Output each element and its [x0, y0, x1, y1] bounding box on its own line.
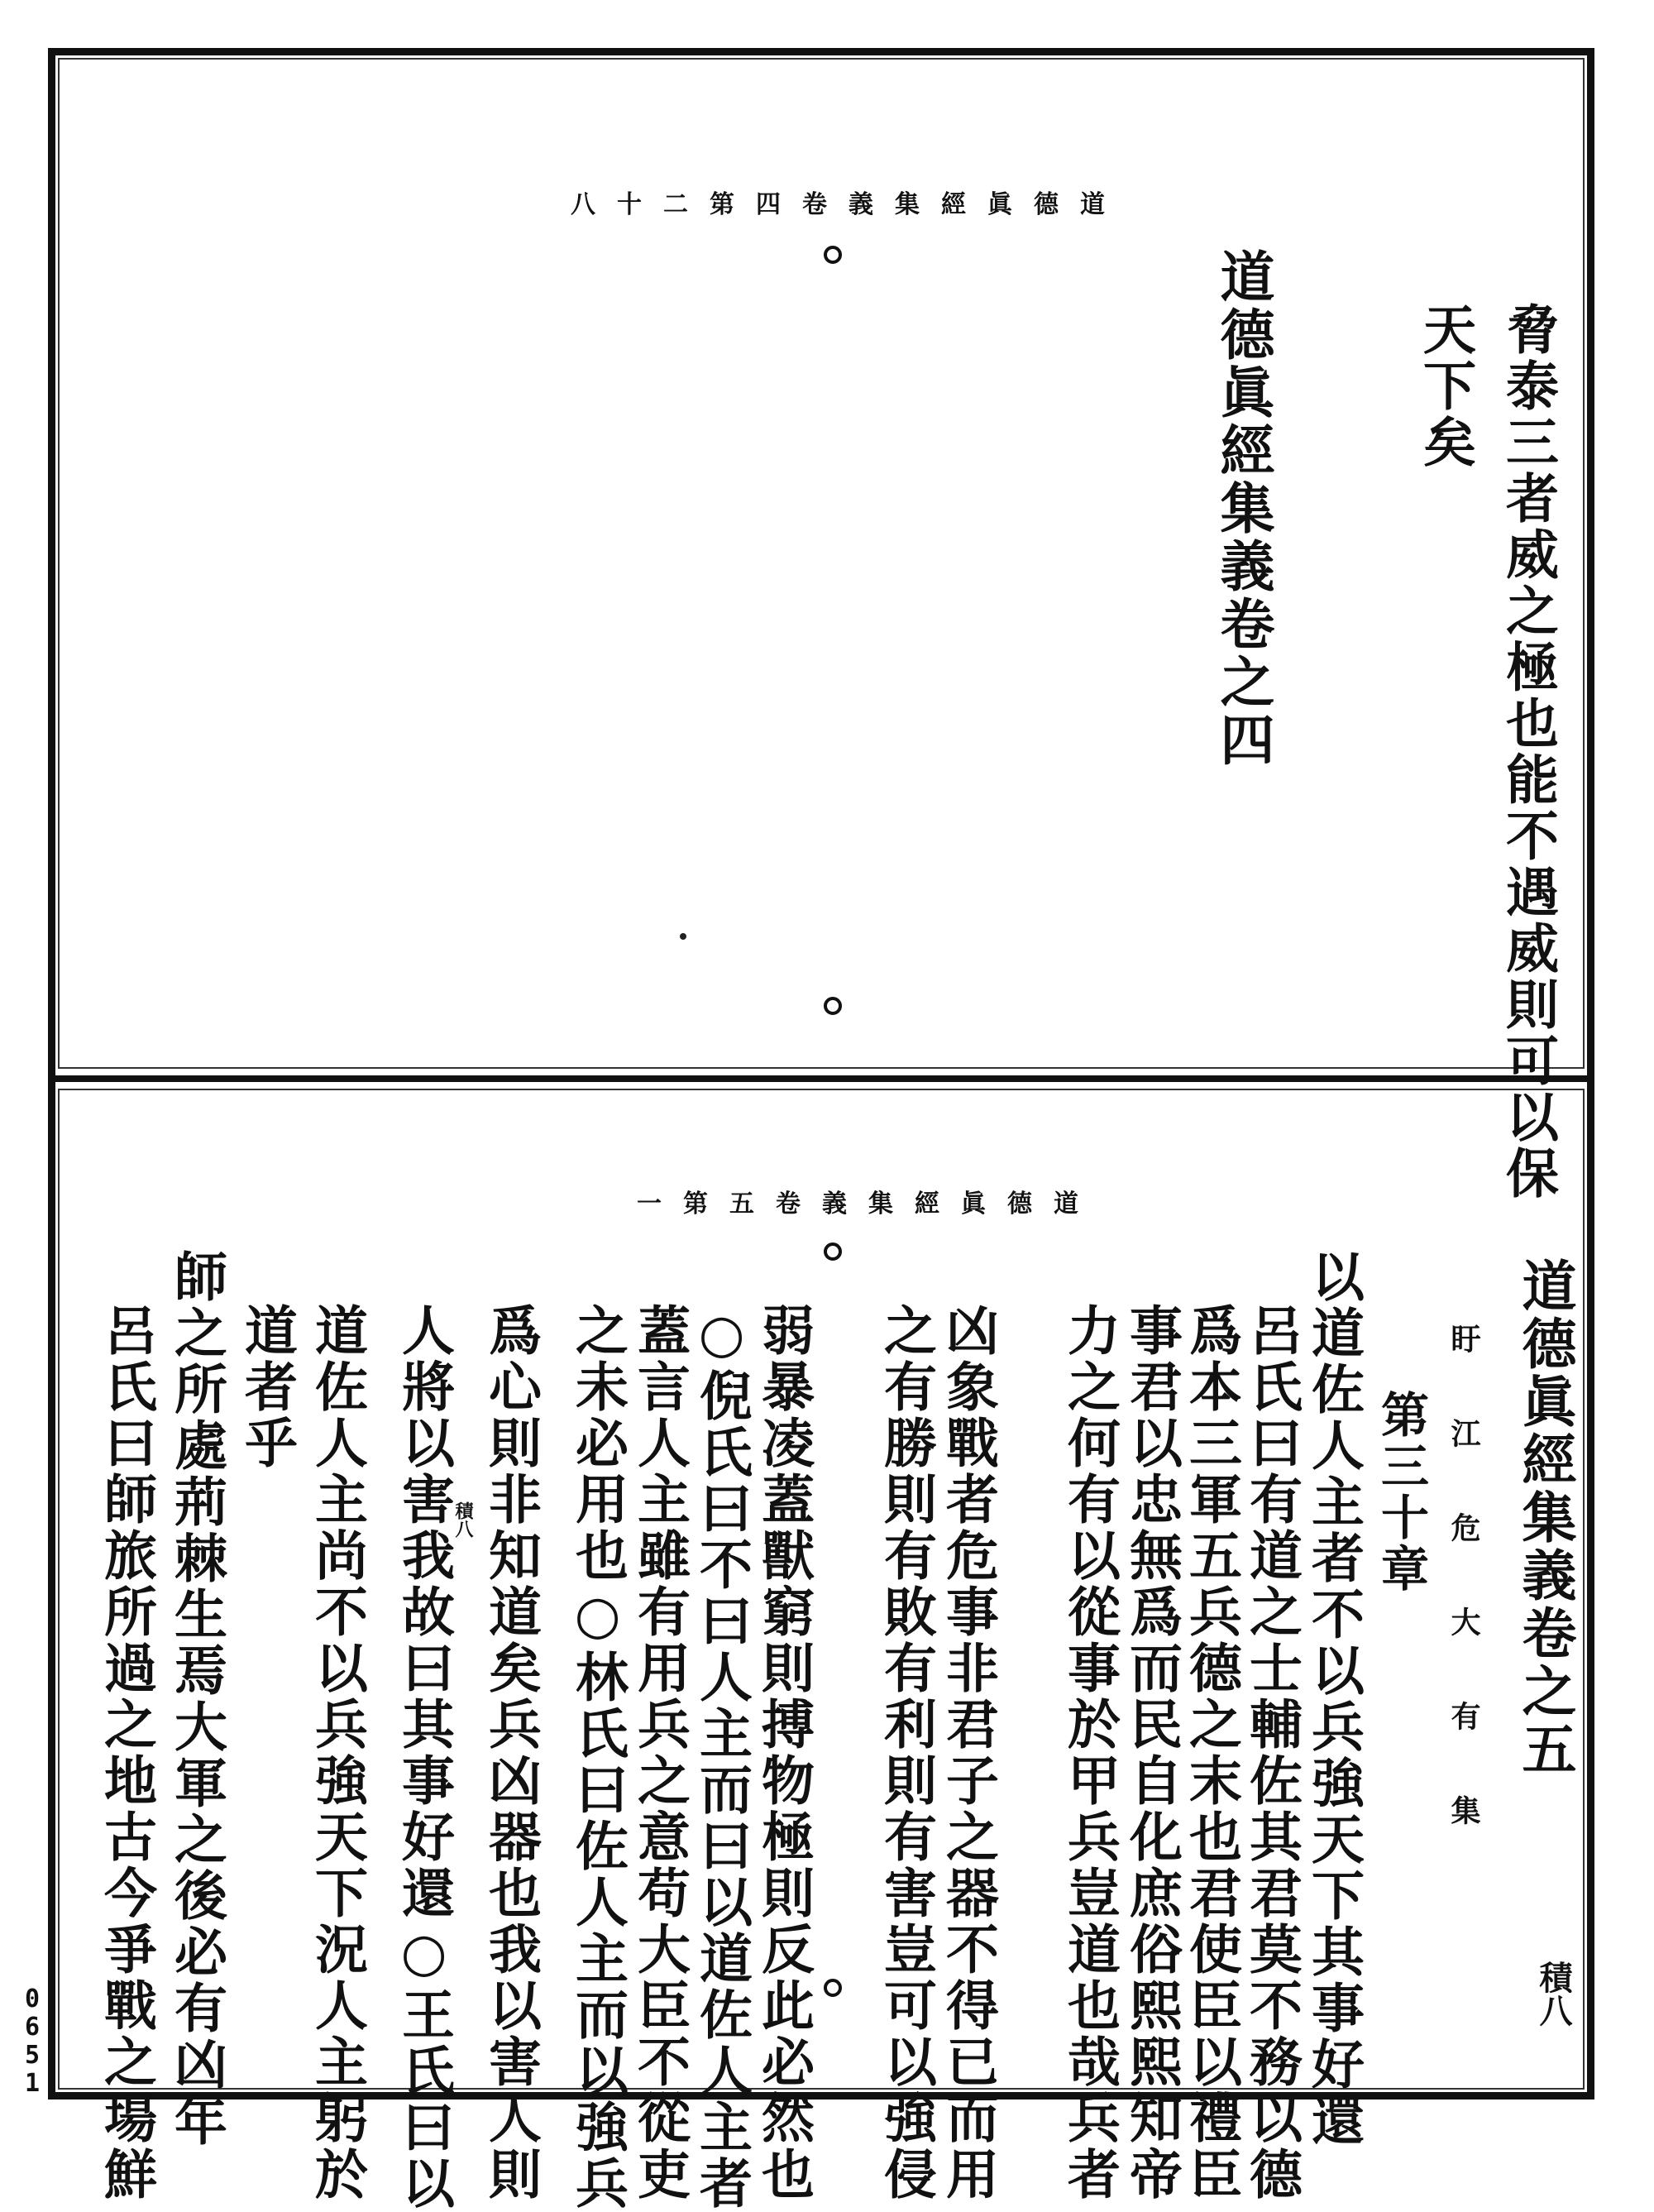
text-column: 以道佐人主者不以兵強天下其事好還	[1303, 1249, 1365, 2149]
marginal-note: 積八	[452, 1501, 474, 1538]
text-column: 呂氏曰師旅所過之地古今爭戰之場鮮	[95, 1303, 157, 2203]
text-column: 呂氏曰有道之士輔佐其君莫不務以德	[1240, 1303, 1303, 2203]
text-column: 道者乎	[236, 1303, 298, 1472]
text-column: 弱暴凌蓋獸窮則搏物極則反此必然也	[753, 1303, 815, 2203]
text-column: ○倪氏曰不曰人主而曰以道佐人主者	[691, 1303, 753, 2212]
text-column: 爲本三軍五兵德之末也君使臣以禮臣	[1180, 1303, 1242, 2203]
text-column: 脅泰三者威之極也能不遇威則可以保	[1497, 302, 1559, 1202]
bottom-panel-header: 道德眞經集義卷五第一	[637, 1190, 1100, 1219]
text-column: 道佐人主尚不以兵強天下況人主躬於	[306, 1303, 368, 2203]
page-number-digit: 5	[24, 2041, 41, 2070]
chapter-heading: 第三十章	[1373, 1390, 1429, 1595]
text-column: 師之所處荊棘生焉大軍之後必有凶年	[165, 1249, 227, 2149]
text-column: 力之何有以從事於甲兵豈道也哉兵者	[1059, 1303, 1121, 2203]
circle-mark	[824, 246, 842, 264]
panel-divider	[48, 1075, 1594, 1082]
text-column: 蓋言人主雖有用兵之意苟大臣不從吏	[629, 1303, 691, 2203]
ink-dot	[680, 933, 686, 940]
text-column: 事君以忠無爲而民自化庶俗熙熙知帝	[1121, 1303, 1183, 2203]
text-column: 之有勝則有敗有利則有害豈可以強侵	[875, 1303, 937, 2203]
text-column: 凶象戰者危事非君子之器不得已而用	[937, 1303, 999, 2203]
circle-mark	[824, 1979, 842, 1997]
volume-end-title: 道德眞經集義卷之四	[1211, 248, 1275, 769]
page-number-digit: 1	[24, 2069, 41, 2098]
text-column: 天下矣	[1414, 302, 1476, 471]
circle-mark	[824, 997, 842, 1015]
page-number-digit: 6	[24, 2013, 41, 2042]
volume-mark: 積八	[1534, 1961, 1573, 2027]
page-number	[23, 1985, 41, 2098]
text-column: 人將以害我故曰其事好還○王氏曰以	[393, 1303, 455, 2212]
top-panel-header: 道德眞經集義卷四第二十八	[571, 190, 1126, 219]
text-column: 爲心則非知道矣兵凶器也我以害人則	[480, 1303, 542, 2203]
volume-title: 道德眞經集義卷之五	[1513, 1257, 1577, 1779]
page-number-digit: 0	[24, 1985, 41, 2013]
circle-mark	[824, 1242, 842, 1261]
text-column: 之未必用也○林氏曰佐人主而以強兵	[566, 1303, 629, 2212]
author-line: 盱江危大有集	[1446, 1324, 1481, 1889]
